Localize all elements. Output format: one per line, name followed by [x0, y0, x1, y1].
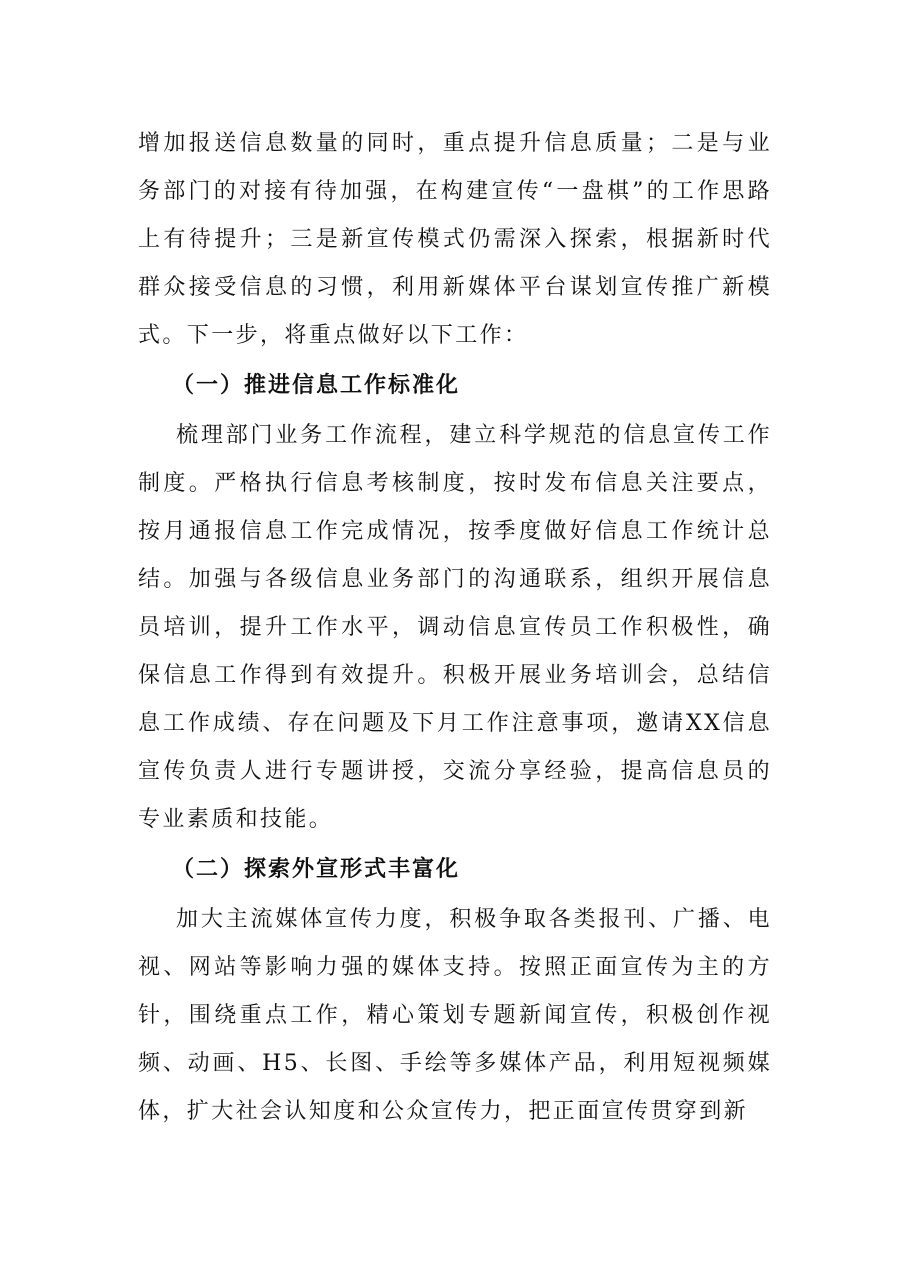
paragraph-section-1: 梳理部门业务工作流程，建立科学规范的信息宣传工作制度。严格执行信息考核制度，按时发布信息关注要点，按月通报信息工作完成情况，按季度做好信息工作统计总结。加强与各级信息业务部门的沟通联系，组织开展信息员培训，提升工作水平，调动信息宣传员工作积极性，确保信息工作得到有效提升。积极开展业务培训会，总结信息工作成绩、存在问题及下月工作注意事项，邀请XX信息宣传负责人进行专题讲授，交流分享经验，提高信息员的专业素质和技能。 [138, 423, 772, 832]
section-heading-1: （一）推进信息工作标准化 [172, 373, 461, 398]
paragraph-section-2: 加大主流媒体宣传力度，积极争取各类报刊、广播、电视、网站等影响力强的媒体支持。按照正面宣传为主的方针，围绕重点工作，精心策划专题新闻宣传，积极创作视频、动画、H5、长图、手绘等多媒体产品，利用短视频媒体，扩大社会认知度和公众宣传力，把正面宣传贯穿到新 [138, 907, 772, 1124]
section-heading-2: （二）探索外宣形式丰富化 [172, 857, 461, 882]
paragraph-intro: 增加报送信息数量的同时，重点提升信息质量；二是与业务部门的对接有待加强，在构建宣传“一盘棋”的工作思路上有待提升；三是新宣传模式仍需深入探索，根据新时代群众接受信息的习惯，利用新媒体平台谋划宣传推广新模式。下一步，将重点做好以下工作： [138, 131, 772, 348]
document-page [138, 120, 772, 1136]
